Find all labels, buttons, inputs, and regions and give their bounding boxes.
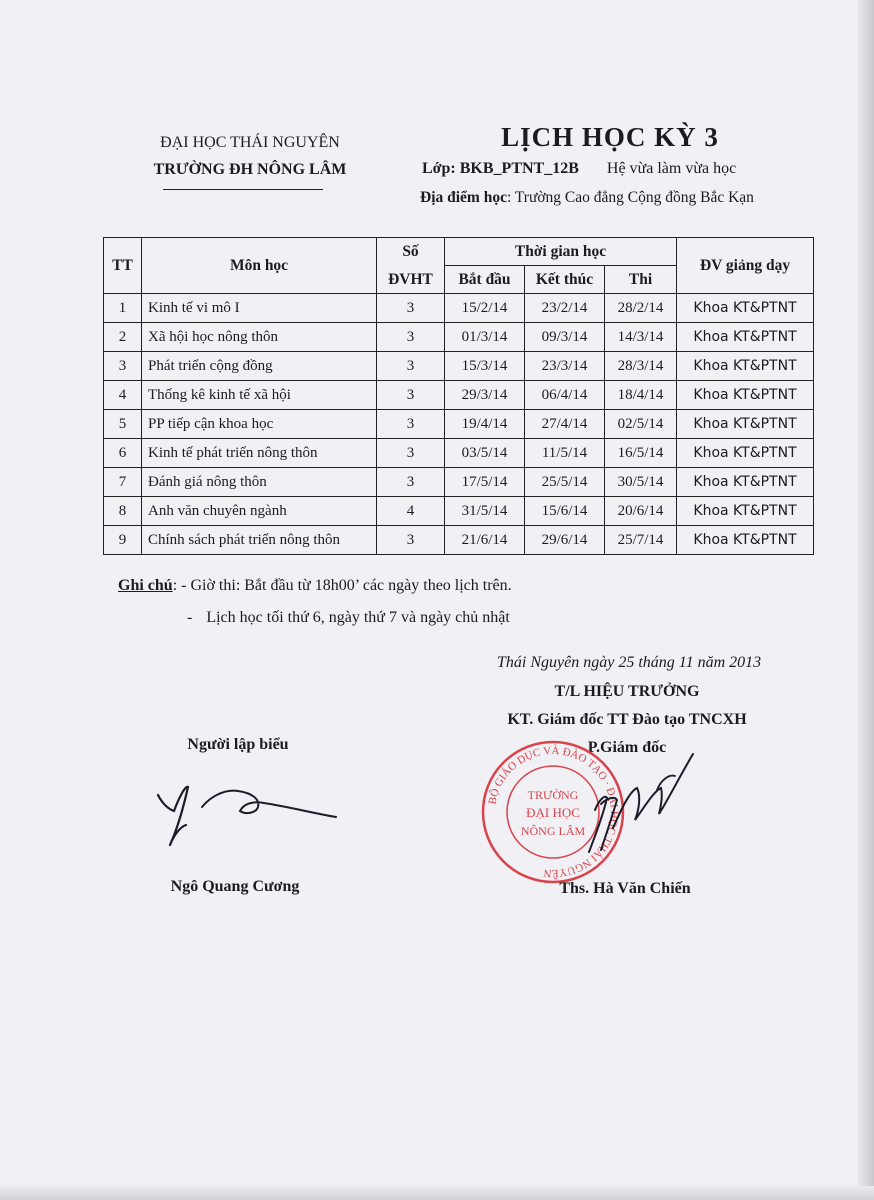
cell-units: 3 (377, 352, 445, 381)
org-underline (163, 189, 323, 190)
preparer-signature (140, 765, 340, 865)
cell-exam: 25/7/14 (605, 526, 677, 555)
seal-line-1: TRƯỜNG (527, 788, 579, 802)
cell-tt: 3 (104, 352, 142, 381)
cell-start: 03/5/14 (445, 439, 525, 468)
page-edge-shadow (858, 0, 874, 1200)
page-title: LỊCH HỌC KỲ 3 (501, 122, 719, 152)
cell-end: 09/3/14 (525, 323, 605, 352)
class-label: Lớp: BKB_PTNT_12B (422, 160, 579, 177)
table-row (104, 381, 814, 410)
cell-tt: 9 (104, 526, 142, 555)
header-units-top: Số (402, 242, 419, 260)
table-row (104, 294, 814, 323)
table-row (104, 410, 814, 439)
preparer-title: Người lập biểu (187, 736, 289, 753)
cell-exam: 18/4/14 (605, 381, 677, 410)
cell-exam: 30/5/14 (605, 468, 677, 497)
date-line: Thái Nguyên ngày 25 tháng 11 năm 2013 (497, 654, 762, 671)
cell-end: 11/5/14 (525, 439, 605, 468)
cell-units: 3 (377, 323, 445, 352)
cell-units: 3 (377, 410, 445, 439)
cell-start: 31/5/14 (445, 497, 525, 526)
cell-subject: Phát triển cộng đồng (142, 352, 377, 381)
table-row (104, 468, 814, 497)
cell-exam: 02/5/14 (605, 410, 677, 439)
cell-dept: Khoa KT&PTNT (677, 439, 814, 468)
cell-tt: 1 (104, 294, 142, 323)
cell-units: 3 (377, 381, 445, 410)
cell-dept: Khoa KT&PTNT (677, 497, 814, 526)
header-tt: TT (104, 238, 142, 294)
header-units-bottom: ĐVHT (388, 270, 433, 288)
cell-end: 27/4/14 (525, 410, 605, 439)
seal-outer-text: BỘ GIÁO DỤC VÀ ĐÀO TẠO · ĐẠI HỌC THÁI NGUYÊN (486, 744, 621, 880)
table-row (104, 526, 814, 555)
cell-exam: 14/3/14 (605, 323, 677, 352)
cell-end: 15/6/14 (525, 497, 605, 526)
cell-end: 23/2/14 (525, 294, 605, 323)
class-line (422, 160, 736, 178)
cell-end: 06/4/14 (525, 381, 605, 410)
cell-start: 15/2/14 (445, 294, 525, 323)
cell-start: 17/5/14 (445, 468, 525, 497)
cell-units: 4 (377, 497, 445, 526)
table-row (104, 439, 814, 468)
signer-title-2: KT. Giám đốc TT Đào tạo TNCXH (507, 711, 747, 728)
director-signature (565, 740, 705, 870)
cell-start: 21/6/14 (445, 526, 525, 555)
table-row (104, 497, 814, 526)
header-units (377, 238, 445, 294)
note-line-2 (187, 609, 510, 627)
cell-exam: 16/5/14 (605, 439, 677, 468)
cell-dept: Khoa KT&PTNT (677, 526, 814, 555)
seal-line-3: NÔNG LÂM (520, 824, 586, 838)
org-line-university: ĐẠI HỌC THÁI NGUYÊN (160, 134, 340, 151)
cell-start: 19/4/14 (445, 410, 525, 439)
cell-subject: Kinh tế phát triển nông thôn (142, 439, 377, 468)
study-mode: Hệ vừa làm vừa học (606, 160, 737, 177)
cell-tt: 6 (104, 439, 142, 468)
header-subject: Môn học (142, 238, 377, 294)
cell-tt: 4 (104, 381, 142, 410)
signer-title-3: P.Giám đốc (587, 739, 667, 756)
cell-subject: Đánh giá nông thôn (142, 468, 377, 497)
note-label: Ghi chú (118, 577, 173, 594)
cell-tt: 5 (104, 410, 142, 439)
cell-dept: Khoa KT&PTNT (677, 294, 814, 323)
table-row (104, 323, 814, 352)
header-time-group: Thời gian học (445, 238, 677, 266)
cell-subject: PP tiếp cận khoa học (142, 410, 377, 439)
note-dash: - (187, 609, 193, 626)
header-exam: Thi (605, 266, 677, 294)
cell-exam: 28/2/14 (605, 294, 677, 323)
cell-end: 25/5/14 (525, 468, 605, 497)
cell-tt: 8 (104, 497, 142, 526)
director-name: Ths. Hà Văn Chiến (559, 880, 691, 897)
note-line-1 (118, 577, 512, 595)
preparer-name: Ngô Quang Cương (170, 878, 300, 895)
schedule-table (103, 237, 814, 555)
place-line (420, 189, 754, 207)
cell-units: 3 (377, 468, 445, 497)
place-label: Địa điểm học (420, 189, 507, 206)
page-edge-shadow-bottom (0, 1186, 874, 1200)
cell-dept: Khoa KT&PTNT (677, 381, 814, 410)
note-text-2: Lịch học tối thứ 6, ngày thứ 7 và ngày chủ nhật (206, 609, 510, 626)
cell-dept: Khoa KT&PTNT (677, 323, 814, 352)
cell-tt: 7 (104, 468, 142, 497)
cell-subject: Kinh tế vi mô I (142, 294, 377, 323)
cell-end: 23/3/14 (525, 352, 605, 381)
cell-end: 29/6/14 (525, 526, 605, 555)
cell-units: 3 (377, 439, 445, 468)
note-text-1: : - Giờ thi: Bắt đầu từ 18h00’ các ngày theo lịch trên. (172, 577, 512, 594)
cell-subject: Thống kê kinh tế xã hội (142, 381, 377, 410)
cell-dept: Khoa KT&PTNT (677, 352, 814, 381)
cell-subject: Anh văn chuyên ngành (142, 497, 377, 526)
cell-units: 3 (377, 526, 445, 555)
cell-subject: Xã hội học nông thôn (142, 323, 377, 352)
cell-start: 29/3/14 (445, 381, 525, 410)
table-row (104, 352, 814, 381)
cell-units: 3 (377, 294, 445, 323)
cell-exam: 20/6/14 (605, 497, 677, 526)
signer-title-1: T/L HIỆU TRƯỞNG (554, 683, 700, 700)
header-dept: ĐV giảng dạy (677, 238, 814, 294)
cell-start: 15/3/14 (445, 352, 525, 381)
seal-line-2: ĐẠI HỌC (526, 805, 580, 820)
cell-dept: Khoa KT&PTNT (677, 468, 814, 497)
org-line-school: TRƯỜNG ĐH NÔNG LÂM (153, 161, 347, 178)
cell-tt: 2 (104, 323, 142, 352)
header-start: Bắt đầu (445, 266, 525, 294)
header-end: Kết thúc (525, 266, 605, 294)
cell-dept: Khoa KT&PTNT (677, 410, 814, 439)
cell-start: 01/3/14 (445, 323, 525, 352)
place-value: : Trường Cao đẳng Cộng đồng Bắc Kạn (506, 189, 754, 206)
cell-subject: Chính sách phát triển nông thôn (142, 526, 377, 555)
cell-exam: 28/3/14 (605, 352, 677, 381)
